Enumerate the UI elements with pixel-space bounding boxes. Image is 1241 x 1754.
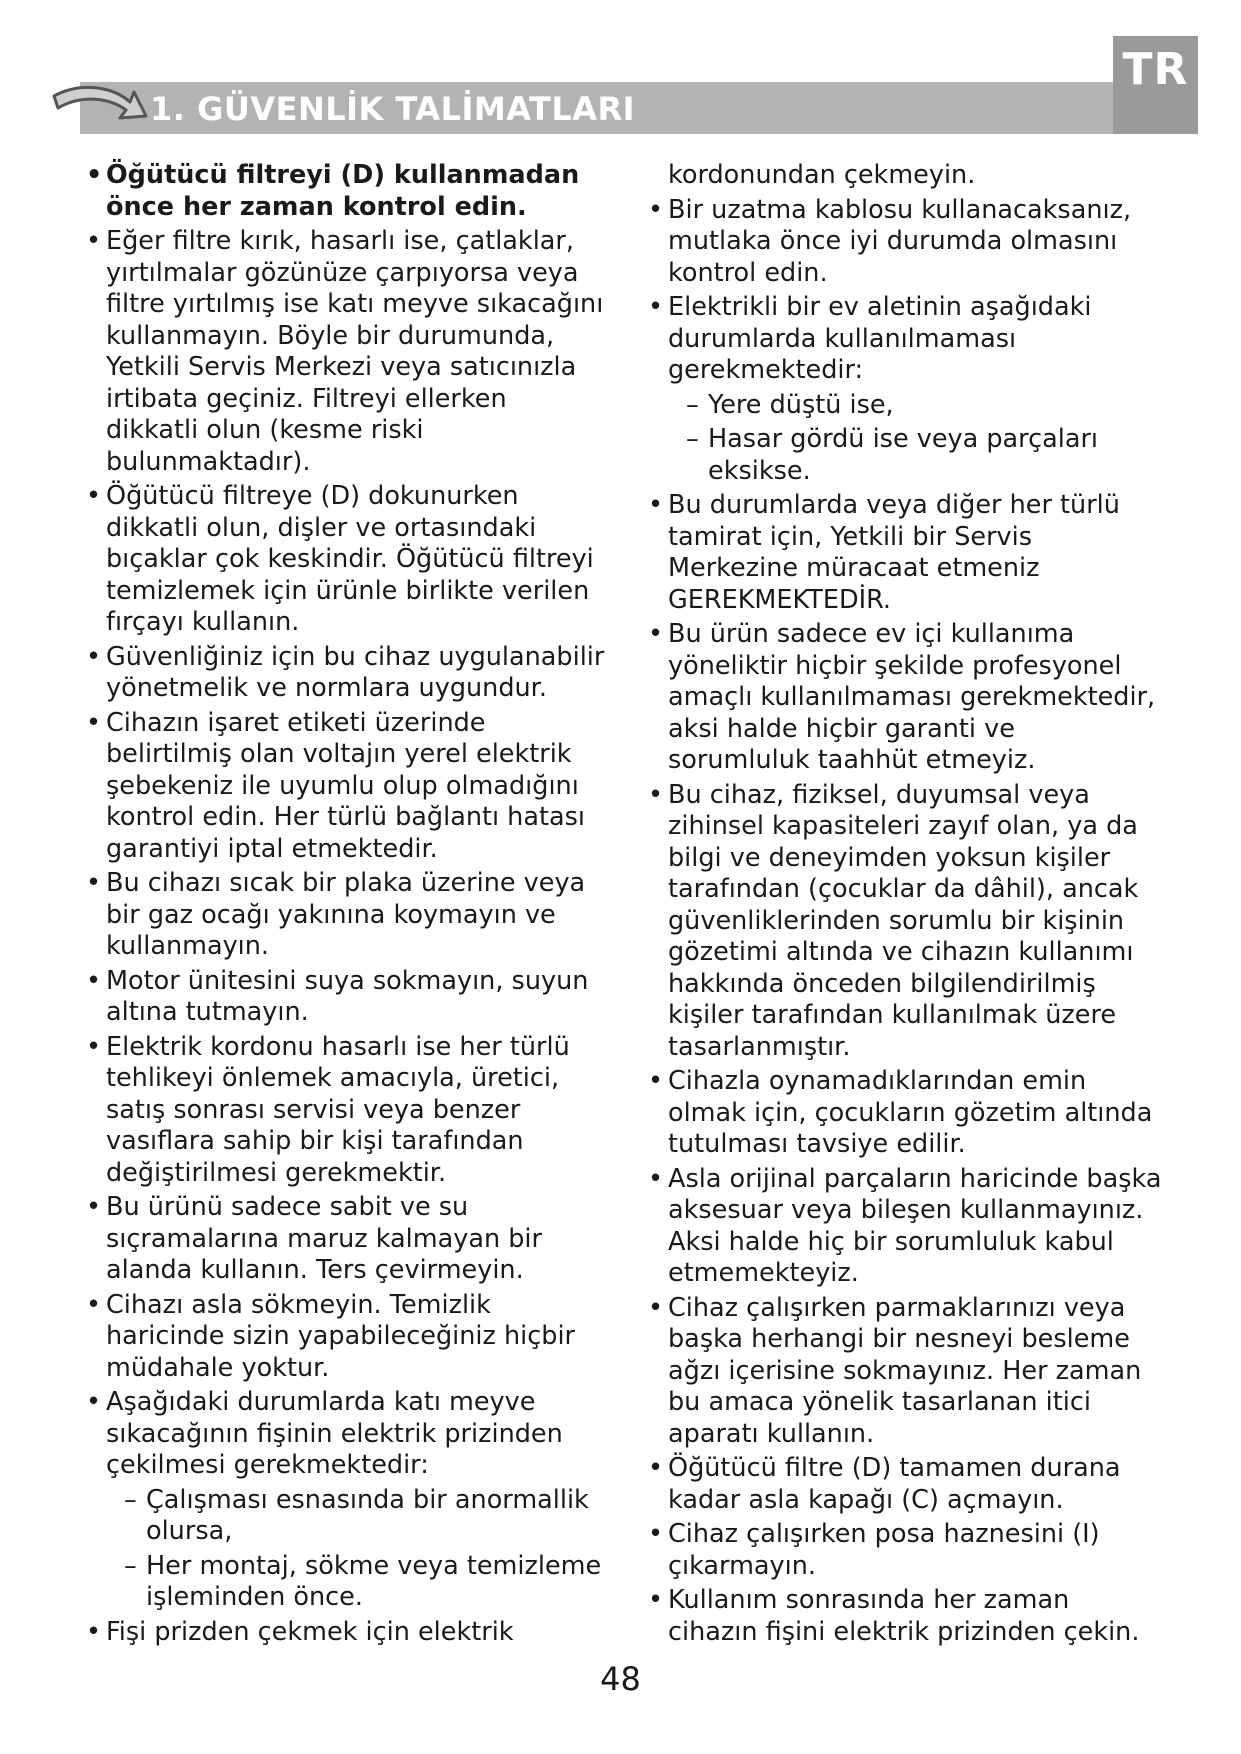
list-item-continuation: kordonundan çekmeyin. bbox=[668, 160, 976, 190]
list-item: • Motor ünitesini suya sokmayın, suyun altına tutmayın. bbox=[86, 965, 589, 1027]
list-item: • Bu ürün sadece ev içi kullanıma yöneliktir hiçbir şekilde profesyonel amaçlı kullanılmaması gerekmektedir, aksi halde hiçbir garanti ve sorumluluk taahhüt etmeyiz. bbox=[648, 619, 1156, 775]
list-item: • Cihaz çalışırken posa haznesini (I) çıkarmayın. bbox=[648, 1519, 1100, 1581]
bullet: • bbox=[86, 1192, 102, 1222]
list-item: • Öğütücü filtreyi (D) kullanmadan önce her zaman kontrol edin. bbox=[86, 160, 580, 222]
bullet: • bbox=[648, 1585, 664, 1615]
list-item: • Elektrikli bir ev aletinin aşağıdaki durumlarda kullanılmaması gerekmektedir: bbox=[648, 292, 1092, 385]
list-item: • Fişi prizden çekmek için elektrik bbox=[86, 1616, 514, 1647]
bullet: • bbox=[86, 965, 102, 996]
bullet: • bbox=[648, 292, 664, 322]
bullet: • bbox=[86, 481, 102, 511]
bullet: • bbox=[86, 1616, 102, 1647]
bullet: • bbox=[648, 1292, 664, 1323]
list-item: • Öğütücü filtre (D) tamamen durana kadar asla kapağı (C) açmayın. bbox=[648, 1453, 1121, 1515]
list-item: • Cihazın işaret etiketi üzerinde belirtilmiş olan voltajın yerel elektrik şebekeniz ile uyumlu olup olmadığını kontrol edin. Her türlü bağlantı hatası garantiyi iptal etmektedir. bbox=[86, 707, 585, 864]
list-item: • Aşağıdaki durumlarda katı meyve sıkacağının fişinin elektrik prizinden çekilmesi gerekmektedir: bbox=[86, 1387, 563, 1480]
list-item: • Bu ürünü sadece sabit ve su sıçramalarına maruz kalmayan bir alanda kullanın. Ters çevirmeyin. bbox=[86, 1192, 542, 1285]
sub-list-item: – Yere düştü ise, bbox=[686, 389, 894, 420]
dash: – bbox=[124, 1550, 137, 1581]
page-number: 48 bbox=[600, 1660, 641, 1698]
list-item: • Güvenliğiniz için bu cihaz uygulanabilir yönetmelik ve normlara uygundur. bbox=[86, 641, 605, 703]
list-item: • Bir uzatma kablosu kullanacaksanız, mutlaka önce iyi durumda olmasını kontrol edin. bbox=[648, 194, 1132, 288]
bullet: • bbox=[648, 1519, 664, 1549]
bullet: • bbox=[86, 160, 103, 190]
dash: – bbox=[124, 1484, 137, 1515]
list-item: • Elektrik kordonu hasarlı ise her türlü tehlikeyi önlemek amacıyla, üretici, satış sonrası servisi veya benzer vasıflara sahip bir kişi tarafından değiştirilmesi gerekmektir. bbox=[86, 1031, 570, 1188]
bullet: • bbox=[648, 490, 664, 520]
bullet: • bbox=[86, 641, 102, 672]
language-label: TR bbox=[1122, 44, 1189, 95]
list-item: • Kullanım sonrasında her zaman cihazın fişini elektrik prizinden çekin. bbox=[648, 1585, 1140, 1647]
list-item: • Bu durumlarda veya diğer her türlü tamirat için, Yetkili bir Servis Merkezine müracaat etmeniz GEREKMEKTEDİR. bbox=[648, 490, 1120, 615]
list-item: • Asla orijinal parçaların haricinde başka aksesuar veya bileşen kullanmayınız. Aksi halde hiç bir sorumluluk kabul etmemekteyiz. bbox=[648, 1163, 1162, 1288]
dash: – bbox=[686, 389, 699, 420]
curved-arrow-icon bbox=[50, 78, 150, 134]
sub-list-item: – Çalışması esnasında bir anormallik olursa, bbox=[124, 1484, 589, 1546]
bullet: • bbox=[648, 194, 664, 225]
bullet: • bbox=[648, 1163, 664, 1194]
bullet: • bbox=[648, 1453, 664, 1483]
bullet: • bbox=[86, 1289, 102, 1320]
section-title: 1. GÜVENLİK TALİMATLARI bbox=[150, 90, 636, 128]
bullet: • bbox=[86, 1387, 102, 1417]
list-item: • Öğütücü filtreye (D) dokunurken dikkatli olun, dişler ve ortasındaki bıçaklar çok keskindir. Öğütücü filtreyi temizlemek için ürünle birlikte verilen fırçayı kullanın. bbox=[86, 481, 594, 637]
dash: – bbox=[686, 424, 699, 454]
bullet: • bbox=[86, 1031, 102, 1062]
sub-list-item: – Hasar gördü ise veya parçaları eksikse. bbox=[686, 424, 1099, 486]
list-item: • Cihazı asla sökmeyin. Temizlik haricinde sizin yapabileceğiniz hiçbir müdahale yoktur. bbox=[86, 1289, 576, 1383]
list-item: • Cihazla oynamadıklarından emin olmak için, çocukların gözetim altında tutulması tavsiye edilir. bbox=[648, 1066, 1153, 1159]
list-item: • Bu cihazı sıcak bir plaka üzerine veya bir gaz ocağı yakınına koymayın ve kullanmayın. bbox=[86, 868, 586, 961]
sub-list-item: – Her montaj, sökme veya temizleme işleminden önce. bbox=[124, 1550, 602, 1612]
left-column bbox=[86, 160, 606, 1651]
right-column bbox=[648, 160, 1164, 1651]
list-item: • Eğer filtre kırık, hasarlı ise, çatlaklar, yırtılmalar gözünüze çarpıyorsa veya filtre yırtılmış ise katı meyve sıkacağını kullanmayın. Böyle bir durumunda, Yetkili Servis Merkezi veya satıcınızla irtibata geçiniz. Filtreyi ellerken dikkatli olun (kesme riski bulunmaktadır). bbox=[86, 226, 604, 477]
bullet: • bbox=[86, 707, 102, 738]
bullet: • bbox=[86, 868, 102, 898]
bullet: • bbox=[86, 226, 102, 256]
bullet: • bbox=[648, 1066, 664, 1096]
list-item: • Cihaz çalışırken parmaklarınızı veya başka herhangi bir nesneyi besleme ağzı içerisine sokmayınız. Her zaman bu amaca yönelik tasarlanan itici aparatı kullanın. bbox=[648, 1292, 1142, 1449]
list-item: • Bu cihaz, fiziksel, duyumsal veya zihinsel kapasiteleri zayıf olan, ya da bilgi ve deneyimden yoksun kişiler tarafından (çocuklar da dâhil), ancak güvenliklerinden sorumlu bir kişinin gözetimi altında ve cihazın kullanımı hakkında önceden bilgilendirilmiş kişiler tarafından kullanılmak üzere tasarlanmıştır. bbox=[648, 779, 1139, 1062]
bullet: • bbox=[648, 779, 664, 810]
bullet: • bbox=[648, 619, 664, 649]
